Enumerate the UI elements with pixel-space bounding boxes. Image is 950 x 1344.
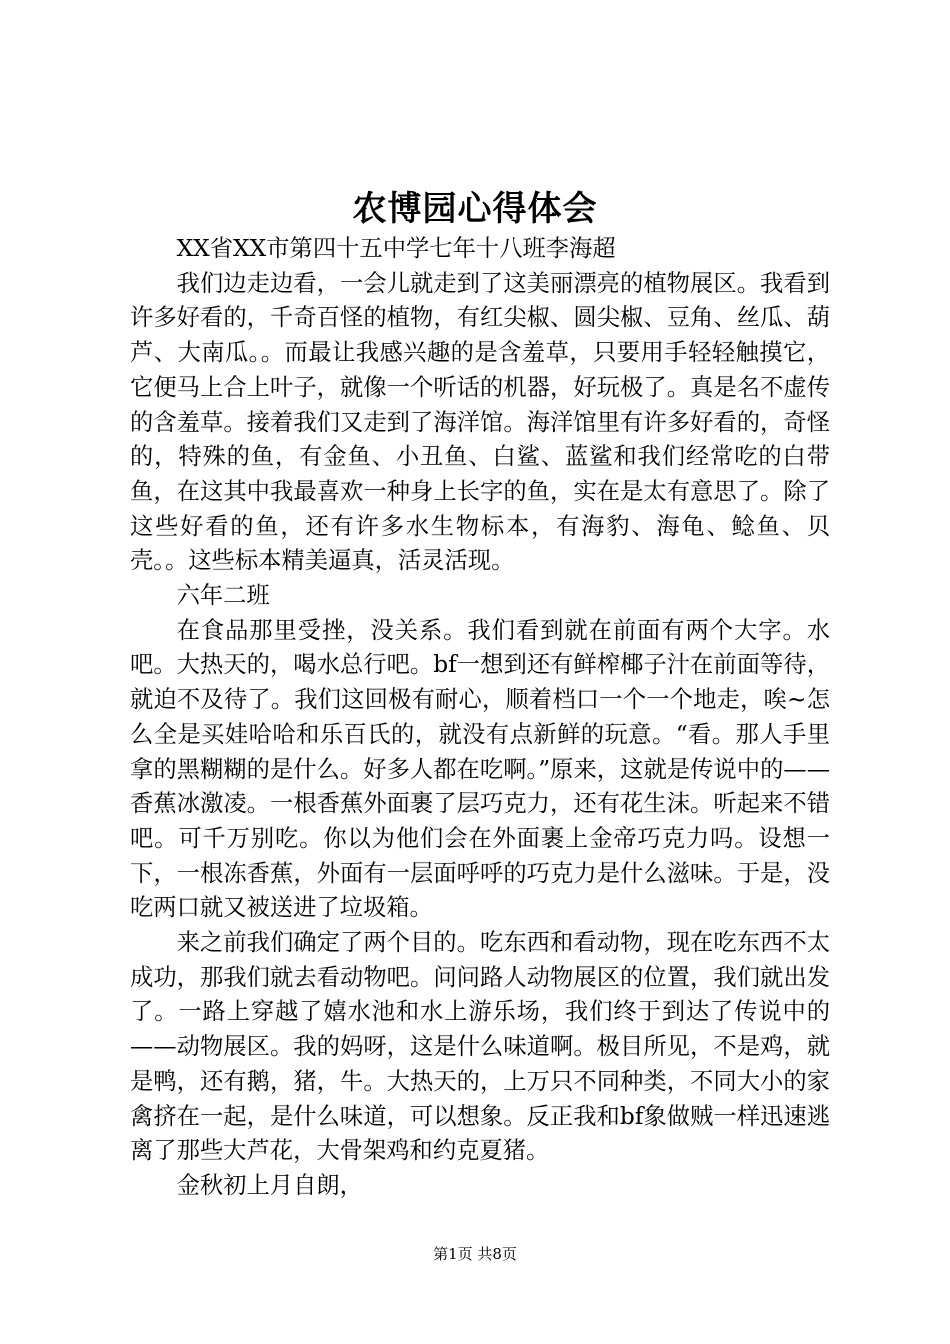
class-label: 六年二班: [176, 582, 270, 610]
page-number: 第1页 共8页: [433, 1245, 517, 1263]
paragraph-plant-ocean: 我们边走边看，一会儿就走到了这美丽漂亮的植物展区。我看到许多好看的，千奇百怪的植物，有红尖椒、圆尖椒、豆角、丝瓜、葫芦、大南瓜。。而最让我感兴趣的是含羞草，只要用手轻轻触摸它，它便马上合上叶子，就像一个听话的机器，好玩极了。真是名不虚传的含羞草。接着我们又走到了海洋馆。海洋馆里有许多好看的，奇怪的，特殊的鱼，有金鱼、小丑鱼、白鲨、蓝鲨和我们经常吃的白带鱼，在这其中我最喜欢一种身上长字的鱼，实在是太有意思了。除了这些好看的鱼，还有许多水生物标本，有海豹、海龟、鲶鱼、贝壳。。这些标本精美逼真，活灵活现。: [130, 269, 830, 575]
paragraph-animals: 来之前我们确定了两个目的。吃东西和看动物，现在吃东西不太成功，那我们就去看动物吧。问问路人动物展区的位置，我们就出发了。一路上穿越了嬉水池和水上游乐场，我们终于到达了传说中的——动物展区。我的妈呀，这是什么味道啊。极目所见，不是鸡，就是鸭，还有鹅，猪，牛。大热天的，上万只不同种类，不同大小的家禽挤在一起，是什么味道，可以想象。反正我和bf象做贼一样迅速逃离了那些大芦花，大骨架鸡和约克夏猪。: [130, 929, 830, 1165]
author-line: XX省XX市第四十五中学七年十八班李海超: [176, 235, 616, 262]
document-body: [130, 232, 830, 1204]
page-title: 农博园心得体会: [352, 189, 598, 229]
paragraph-food: 在食品那里受挫，没关系。我们看到就在前面有两个大字。水吧。大热天的，喝水总行吧。bf一想到还有鲜榨椰子汁在前面等待，就迫不及待了。我们这回极有耐心，顺着档口一个一个地走，唉~怎么全是买娃哈哈和乐百氏的，就没有点新鲜的玩意。“看。那人手里拿的黑糊糊的是什么。好多人都在吃啊。”原来，这就是传说中的——香蕉冰激凌。一根香蕉外面裹了层巧克力，还有花生沫。听起来不错吧。可千万别吃。你以为他们会在外面裹上金帝巧克力吗。设想一下，一根冻香蕉，外面有一层面呼呼的巧克力是什么滋味。于是，没吃两口就又被送进了垃圾箱。: [130, 616, 830, 922]
paragraph-poem-line: 金秋初上月自朗，: [176, 1171, 363, 1199]
page-footer: [0, 1243, 950, 1265]
